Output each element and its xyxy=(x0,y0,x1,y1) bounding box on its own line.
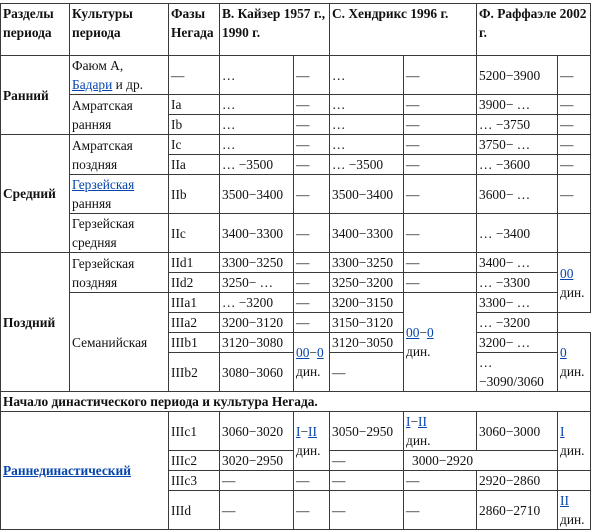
hendrickx-dynasty: — xyxy=(404,491,477,530)
kaiser-date: 3500−3400 xyxy=(220,175,294,214)
kaiser-date: … xyxy=(220,56,294,95)
phase-cell: IIIb2 xyxy=(169,353,220,392)
dynasty-link[interactable]: II xyxy=(418,414,427,429)
table-row xyxy=(1,95,591,115)
phase-cell: IIIc3 xyxy=(169,471,220,491)
kaiser-date: … −3500 xyxy=(220,155,294,175)
hendrickx-dynasty xyxy=(404,412,477,451)
kaiser-date: 3020−2950 xyxy=(220,451,294,471)
phase-cell: — xyxy=(169,56,220,95)
hendrickx-date: 3150−3120 xyxy=(330,313,404,333)
dynasty-separator: − xyxy=(309,345,317,360)
section-middle: Средний xyxy=(1,135,70,253)
hendrickx-dynasty: — xyxy=(404,214,477,253)
hendrickx-date: 3050−2950 xyxy=(330,412,404,451)
section-early: Ранний xyxy=(1,56,70,135)
raffaele-date: 3600− … xyxy=(477,175,558,214)
raffaele-dynasty: — xyxy=(558,175,591,214)
kaiser-date: 3250− … xyxy=(220,273,294,293)
dynasty-suffix: дин. xyxy=(406,433,431,448)
culture-cell xyxy=(70,175,169,214)
phase-cell: Ic xyxy=(169,135,220,155)
raffaele-dynasty: — xyxy=(558,95,591,115)
table-row xyxy=(1,253,591,273)
raffaele-date: 3060−3000 xyxy=(477,412,558,451)
section-late: Поздний xyxy=(1,253,70,392)
dynasty-link[interactable]: 0 xyxy=(560,345,567,360)
raffaele-date: 3200− … xyxy=(477,333,558,353)
hendrickx-date: — xyxy=(330,491,404,530)
raffaele-date: 3400− … xyxy=(477,253,558,273)
dynasty-suffix: дин. xyxy=(560,443,585,458)
dynasty-link[interactable]: I xyxy=(560,424,565,439)
kaiser-date: 3400−3300 xyxy=(220,214,294,253)
dynasty-suffix: дин. xyxy=(406,344,431,359)
raffaele-dynasty: — xyxy=(558,115,591,135)
raffaele-date: 5200−3900 xyxy=(477,56,558,95)
kaiser-date: … xyxy=(220,135,294,155)
kaiser-date: 3300−3250 xyxy=(220,253,294,273)
hendrickx-dynasty: — xyxy=(404,135,477,155)
phase-cell: IIb xyxy=(169,175,220,214)
kaiser-dynasty: — xyxy=(294,273,330,293)
dynasty-link[interactable]: II xyxy=(308,424,317,439)
kaiser-dynasty: — xyxy=(294,293,330,313)
kaiser-date: … xyxy=(220,115,294,135)
dynasty-link[interactable]: 00 xyxy=(560,265,574,281)
hendrickx-dynasty: — xyxy=(404,95,477,115)
early-dynastic-link[interactable]: Раннединастический xyxy=(3,463,131,478)
hendrickx-date: … xyxy=(330,115,404,135)
header-phases: Фазы Негада xyxy=(169,4,220,56)
kaiser-dynasty: — xyxy=(294,491,330,530)
table-row xyxy=(1,135,591,155)
culture-cell: Герзейская средняя xyxy=(70,214,169,253)
kaiser-date: … −3200 xyxy=(220,293,294,313)
dynasty-link[interactable]: 0 xyxy=(426,325,434,340)
phase-cell: IIIa1 xyxy=(169,293,220,313)
hendrickx-dynasty: — xyxy=(404,56,477,95)
phase-cell: IIId xyxy=(169,491,220,530)
dynasty-suffix: дин. xyxy=(560,364,585,379)
phase-cell: IId1 xyxy=(169,253,220,273)
kaiser-dynasty xyxy=(294,412,330,471)
kaiser-dynasty: — xyxy=(294,175,330,214)
phase-cell: IIIb1 xyxy=(169,333,220,353)
raffaele-date: 3900− … xyxy=(477,95,558,115)
table-row xyxy=(1,412,591,451)
dynasty-separator: − xyxy=(300,424,309,439)
hendrickx-dynasty: — xyxy=(404,115,477,135)
culture-text-suffix: и др. xyxy=(112,77,143,92)
hendrickx-date: 3200−3150 xyxy=(330,293,404,313)
header-kaiser: В. Кайзер 1957 г., 1990 г. xyxy=(220,4,330,56)
kaiser-dynasty: — xyxy=(294,56,330,95)
phase-cell: Ib xyxy=(169,115,220,135)
hendrickx-dynasty: — xyxy=(404,273,477,293)
phase-cell: IIIc2 xyxy=(169,451,220,471)
dynasty-separator: − xyxy=(410,414,419,429)
header-hendrickx: С. Хендрикс 1996 г. xyxy=(330,4,477,56)
dynasty-suffix: дин. xyxy=(296,364,321,379)
dynasty-suffix: дин. xyxy=(560,284,585,300)
phase-cell: IIc xyxy=(169,214,220,253)
kaiser-date: — xyxy=(220,491,294,530)
kaiser-date: 3060−3020 xyxy=(220,412,294,451)
phase-cell: IIIc1 xyxy=(169,412,220,451)
hendrickx-date: — xyxy=(330,451,404,471)
raffaele-dynasty: — xyxy=(558,155,591,175)
hendrickx-date: 3400−3300 xyxy=(330,214,404,253)
hendrickx-dynasty: — xyxy=(404,471,477,491)
culture-cell: Герзейская поздняя xyxy=(70,253,169,293)
table-row xyxy=(1,56,591,95)
kaiser-dynasty: — xyxy=(294,313,330,333)
dynasty-suffix: дин. xyxy=(560,512,585,527)
phase-cell: IIIa2 xyxy=(169,313,220,333)
phase-cell: IIa xyxy=(169,155,220,175)
hendrickx-date: … xyxy=(330,95,404,115)
gerzean-link[interactable]: Герзейская xyxy=(72,177,135,192)
hendrickx-date-late: 3000−2920 xyxy=(412,453,474,468)
dynastic-start-row: Начало династического периода и культура Негада. xyxy=(1,392,591,412)
dynasty-link[interactable]: II xyxy=(560,493,569,508)
dynasty-link[interactable]: I xyxy=(296,424,301,439)
raffaele-dynasty: — xyxy=(558,135,591,155)
header-sections: Разделы периода xyxy=(1,4,70,56)
hendrickx-date: 3300−3250 xyxy=(330,253,404,273)
dynasty-separator: − xyxy=(419,325,427,340)
raffaele-dynasty-empty xyxy=(558,214,591,253)
hendrickx-dynasty xyxy=(404,451,558,471)
hendrickx-dynasty: — xyxy=(404,253,477,273)
raffaele-dynasty xyxy=(558,491,591,530)
hendrickx-date: … xyxy=(330,56,404,95)
culture-cell: Семанийская xyxy=(70,293,169,392)
kaiser-dynasty: — xyxy=(294,471,330,491)
phase-cell: Ia xyxy=(169,95,220,115)
dynasty-link[interactable]: 00 xyxy=(406,325,420,340)
culture-cell: Амратская ранняя xyxy=(70,95,169,135)
chronology-table xyxy=(0,3,591,530)
kaiser-dynasty: — xyxy=(294,95,330,115)
raffaele-date: 2860−2710 xyxy=(477,491,558,530)
kaiser-dynasty: — xyxy=(294,115,330,135)
kaiser-date: — xyxy=(220,471,294,491)
raffaele-date: … −3750 xyxy=(477,115,558,135)
raffaele-dynasty xyxy=(558,253,591,313)
hendrickx-date: 3250−3200 xyxy=(330,273,404,293)
raffaele-date: … −3090/3060 xyxy=(477,353,558,392)
kaiser-date: 3120−3080 xyxy=(220,333,294,353)
raffaele-date: 3750− … xyxy=(477,135,558,155)
raffaele-date: 3300− … xyxy=(477,293,558,313)
header-raffaele: Ф. Раффаэле 2002 г. xyxy=(477,4,591,56)
raffaele-dynasty: — xyxy=(558,56,591,95)
kaiser-dynasty: — xyxy=(294,253,330,273)
culture-text: Фаюм A, xyxy=(72,58,124,73)
raffaele-date: … −3600 xyxy=(477,155,558,175)
table-row xyxy=(1,293,591,313)
hendrickx-date: … xyxy=(330,135,404,155)
raffaele-date: … −3400 xyxy=(477,214,558,253)
header-cultures: Культуры периода xyxy=(70,4,169,56)
hendrickx-date: 3120−3050 xyxy=(330,333,404,353)
dynasty-suffix: дин. xyxy=(296,443,321,458)
badari-link[interactable]: Бадари xyxy=(72,77,113,92)
table-row xyxy=(1,392,591,412)
kaiser-date: 3080−3060 xyxy=(220,353,294,392)
header-row xyxy=(1,4,591,56)
dynasty-link[interactable]: 0 xyxy=(316,345,324,360)
raffaele-dynasty xyxy=(558,333,591,392)
raffaele-date: 2920−2860 xyxy=(477,471,558,491)
kaiser-dynasty xyxy=(294,333,330,392)
raffaele-date: … −3200 xyxy=(477,313,558,333)
hendrickx-dynasty xyxy=(404,293,477,392)
hendrickx-dynasty: — xyxy=(404,155,477,175)
raffaele-dynasty-empty xyxy=(558,471,591,491)
hendrickx-date: … −3500 xyxy=(330,155,404,175)
table-row xyxy=(1,175,591,214)
dynasty-link[interactable]: 00 xyxy=(296,345,310,360)
kaiser-dynasty: — xyxy=(294,135,330,155)
raffaele-dynasty xyxy=(558,412,591,471)
section-early-dynastic xyxy=(1,412,169,530)
table-row xyxy=(1,214,591,253)
hendrickx-date: 3500−3400 xyxy=(330,175,404,214)
phase-cell: IId2 xyxy=(169,273,220,293)
raffaele-date: … −3300 xyxy=(477,273,558,293)
kaiser-dynasty: — xyxy=(294,214,330,253)
culture-cell: Амратская поздняя xyxy=(70,135,169,175)
hendrickx-dynasty: — xyxy=(404,175,477,214)
culture-text-suffix: ранняя xyxy=(72,196,112,211)
kaiser-date: 3200−3120 xyxy=(220,313,294,333)
hendrickx-date: — xyxy=(330,471,404,491)
dynasty-link[interactable]: I xyxy=(406,414,411,429)
kaiser-date: … xyxy=(220,95,294,115)
kaiser-dynasty: — xyxy=(294,155,330,175)
culture-cell xyxy=(70,56,169,95)
hendrickx-date: — xyxy=(330,353,404,392)
